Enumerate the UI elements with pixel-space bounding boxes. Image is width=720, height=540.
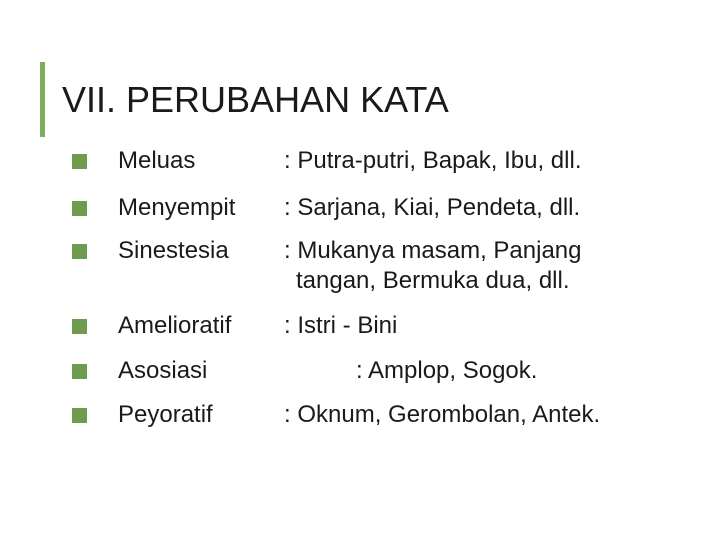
item-description (284, 236, 581, 296)
item-term: Meluas (118, 147, 196, 174)
item-description: : Amplop, Sogok. (356, 357, 538, 384)
item-description: : Oknum, Gerombolan, Antek. (284, 401, 601, 428)
item-description: : Istri - Bini (284, 312, 398, 339)
square-bullet-icon (72, 319, 87, 334)
slide-title: VII. PERUBAHAN KATA (62, 79, 449, 120)
item-description-line-1: : Mukanya masam, Panjang (284, 237, 582, 264)
item-term: Asosiasi (118, 357, 208, 384)
square-bullet-icon (72, 154, 87, 169)
square-bullet-icon (72, 201, 87, 216)
title-accent-bar (40, 62, 45, 137)
item-term: Menyempit (118, 194, 236, 221)
square-bullet-icon (72, 408, 87, 423)
item-term: Amelioratif (118, 312, 232, 339)
item-term: Peyoratif (118, 401, 213, 428)
item-description: : Putra-putri, Bapak, Ibu, dll. (284, 147, 582, 174)
square-bullet-icon (72, 244, 87, 259)
item-description: : Sarjana, Kiai, Pendeta, dll. (284, 194, 581, 221)
item-description-line-2: tangan, Bermuka dua, dll. (296, 267, 570, 294)
item-term: Sinestesia (118, 237, 229, 264)
square-bullet-icon (72, 364, 87, 379)
